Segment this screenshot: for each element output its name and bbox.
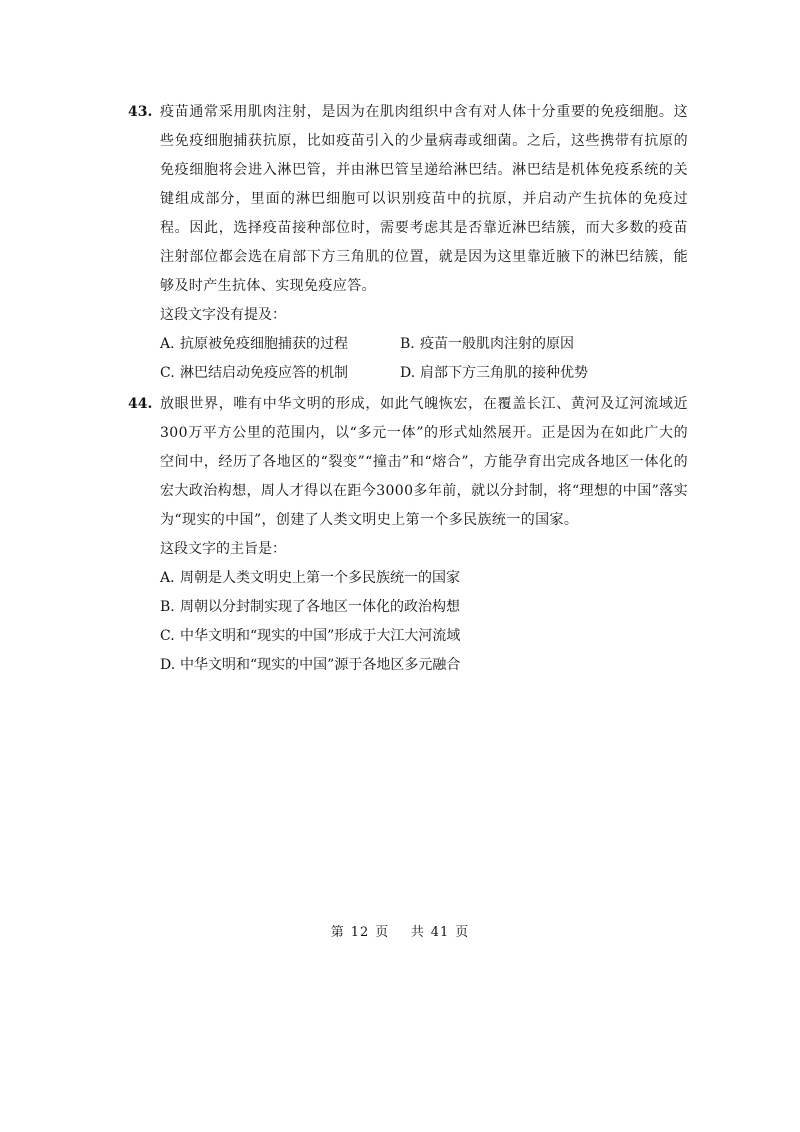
question-text: 疫苗通常采用肌肉注射，是因为在肌肉组织中含有对人体十分重要的免疫细胞。这些免疫细胞捕获抗原，比如疫苗引入的少量病毒或细菌。之后，这些携带有抗原的免疫细胞将会进入淋巴管，并由淋巴管呈递给淋巴结。淋巴结是机体免疫系统的关键组成部分，里面的淋巴细胞可以识别疫苗中的抗原，并启动产生抗体的免疫过程。因此，选择疫苗接种部位时，需要考虑其是否靠近淋巴结簇，而大多数的疫苗注射部位都会选在肩部下方三角肌的位置，就是因为这里靠近腋下的淋巴结簇，能够及时产生抗体、实现免疫应答。 xyxy=(160,104,688,294)
options-group xyxy=(128,564,688,680)
option-letter: B. xyxy=(400,336,415,352)
option-letter: C. xyxy=(160,365,175,381)
option-b[interactable] xyxy=(160,593,688,622)
question-number: 44. xyxy=(128,396,153,412)
option-letter: D. xyxy=(160,657,176,673)
option-letter: C. xyxy=(160,628,175,644)
option-text: 周朝以分封制实现了各地区一体化的政治构想 xyxy=(180,599,460,615)
option-a[interactable] xyxy=(160,330,400,359)
footer-page-number: 12 xyxy=(350,925,370,940)
options-group xyxy=(128,330,688,388)
option-b[interactable] xyxy=(400,330,640,359)
page-footer xyxy=(0,921,800,940)
option-text: 中华文明和“现实的中国”形成于大江大河流域 xyxy=(180,628,461,644)
option-text: 抗原被免疫细胞捕获的过程 xyxy=(180,336,348,352)
question-44 xyxy=(128,390,688,680)
option-text: 淋巴结启动免疫应答的机制 xyxy=(180,365,348,381)
option-a[interactable] xyxy=(160,564,688,593)
option-text: 疫苗一般肌肉注射的原因 xyxy=(420,336,574,352)
option-letter: A. xyxy=(160,336,175,352)
option-letter: B. xyxy=(160,599,175,615)
footer-total-pages: 41 xyxy=(430,925,450,940)
footer-page-unit: 页 xyxy=(375,925,390,940)
footer-prefix: 第 xyxy=(330,925,345,940)
question-text: 放眼世界，唯有中华文明的形成，如此气魄恢宏，在覆盖长江、黄河及辽河流域近300万平方公里的范围内，以“多元一体”的形式灿然展开。正是因为在如此广大的空间中，经历了各地区的“裂变”“撞击”和“熔合”，方能孕育出完成各地区一体化的宏大政治构想，周人才得以在距今3000多年前，就以分封制，将“理想的中国”落实为“现实的中国”，创建了人类文明史上第一个多民族统一的国家。 xyxy=(160,396,688,528)
question-stem xyxy=(128,98,688,301)
question-prompt: 这段文字的主旨是： xyxy=(160,541,286,557)
question-43 xyxy=(128,98,688,388)
option-d[interactable] xyxy=(400,359,640,388)
option-text: 周朝是人类文明史上第一个多民族统一的国家 xyxy=(180,570,460,586)
option-c[interactable] xyxy=(160,359,400,388)
option-letter: A. xyxy=(160,570,175,586)
footer-total-prefix: 共 xyxy=(410,925,425,940)
question-number: 43. xyxy=(128,104,153,120)
footer-total-unit: 页 xyxy=(455,925,470,940)
question-stem xyxy=(128,390,688,535)
option-letter: D. xyxy=(400,365,416,381)
option-d[interactable] xyxy=(160,651,688,680)
question-prompt: 这段文字没有提及： xyxy=(160,307,286,323)
option-text: 肩部下方三角肌的接种优势 xyxy=(420,365,588,381)
option-text: 中华文明和“现实的中国”源于各地区多元融合 xyxy=(180,657,461,673)
option-c[interactable] xyxy=(160,622,688,651)
